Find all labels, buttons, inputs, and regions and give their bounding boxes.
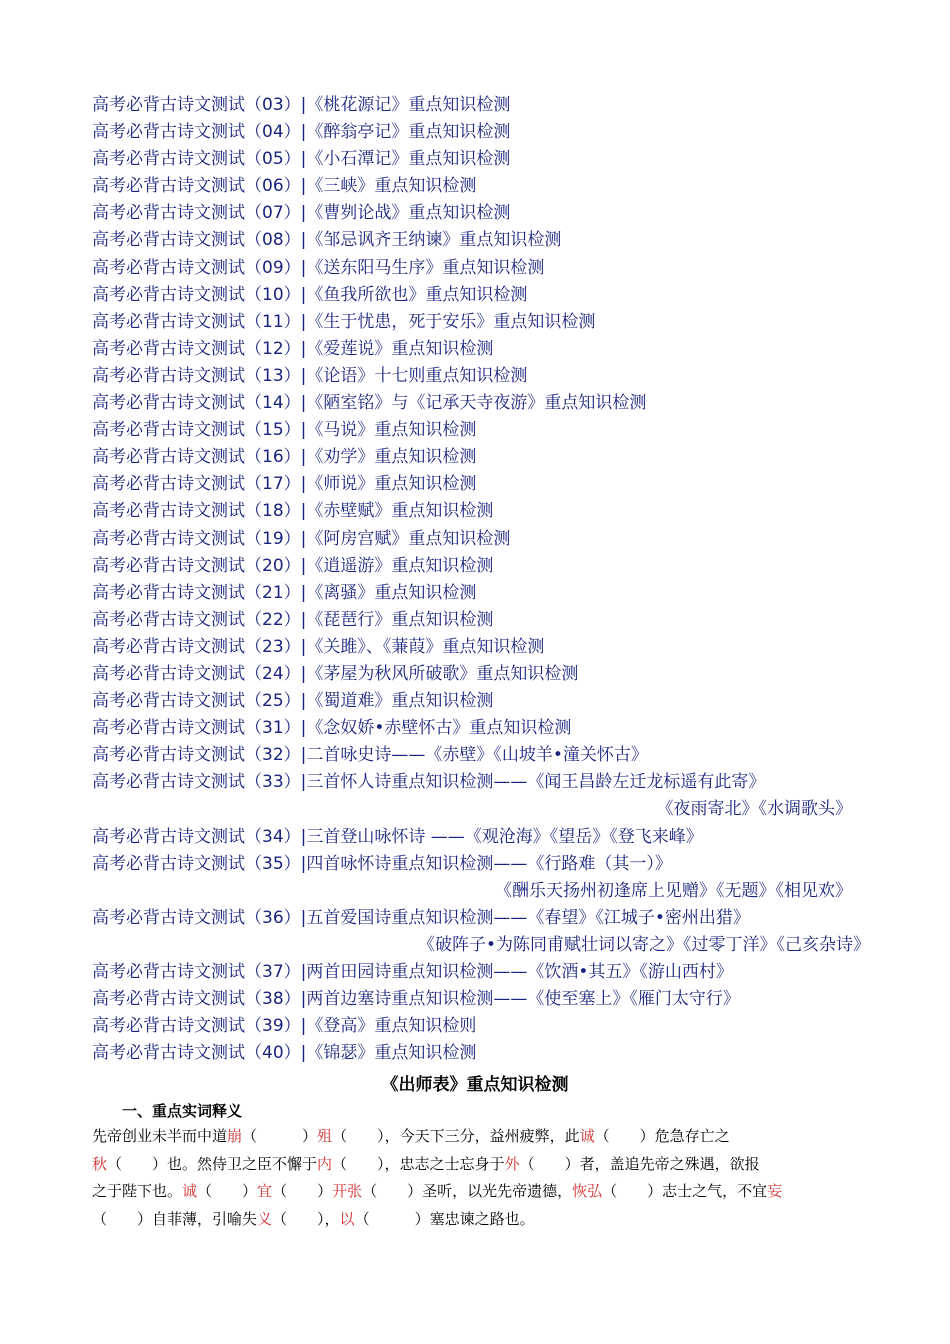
- text-segment: （ ）也。然侍卫之臣不懈于: [107, 1154, 318, 1173]
- paragraph-line: [92, 1206, 852, 1234]
- paragraph-line: [92, 1123, 852, 1151]
- paragraph-line: [92, 1151, 852, 1179]
- toc-item[interactable]: 高考必背古诗文测试（20）|《逍遥游》重点知识检测: [92, 555, 494, 576]
- answer-blank[interactable]: （ ）: [272, 1182, 333, 1200]
- toc-item[interactable]: 高考必背古诗文测试（03）|《桃花源记》重点知识检测: [92, 95, 511, 115]
- toc-item[interactable]: 高考必背古诗文测试（40）|《锦瑟》重点知识检测: [92, 1043, 477, 1064]
- toc-item[interactable]: 高考必背古诗文测试（16）|《劝学》重点知识检测: [92, 447, 477, 468]
- key-word: 殂: [317, 1127, 333, 1145]
- section-heading: 一、重点实词释义: [122, 1102, 243, 1120]
- text-segment: （ ），今天下三分，益州疲弊，此: [332, 1127, 580, 1145]
- key-word: 宜: [257, 1182, 273, 1200]
- toc-item[interactable]: 高考必背古诗文测试（08）|《邹忌讽齐王纳谏》重点知识检测: [92, 230, 562, 251]
- toc-item[interactable]: 高考必背古诗文测试（23）|《关雎》、《蒹葭》重点知识检测: [92, 636, 545, 657]
- key-word: 诚: [182, 1182, 198, 1200]
- key-word: 崩: [227, 1127, 243, 1145]
- toc-item[interactable]: 高考必背古诗文测试（37）|两首田园诗重点知识检测——《饮酒•其五》《游山西村》: [92, 962, 733, 982]
- text-segment: （ ）自菲薄，引喻失: [92, 1209, 258, 1228]
- toc-list: [92, 92, 872, 1067]
- toc-item[interactable]: 高考必背古诗文测试（10）|《鱼我所欲也》重点知识检测: [92, 284, 528, 305]
- key-word: 恢弘: [572, 1182, 603, 1200]
- document-title: 《出师表》重点知识检测: [381, 1075, 569, 1095]
- key-word: 内: [317, 1154, 333, 1173]
- toc-item[interactable]: 高考必背古诗文测试（22）|《琵琶行》重点知识检测: [92, 609, 494, 630]
- toc-item[interactable]: 高考必背古诗文测试（32）|二首咏史诗——《赤壁》《山坡羊•潼关怀古》: [92, 745, 648, 766]
- text-segment: （ ）者，盖追先帝之殊遇，欲报: [519, 1154, 760, 1173]
- text-segment: （ ）塞忠谏之路也。: [354, 1209, 535, 1228]
- toc-item[interactable]: 高考必背古诗文测试（14）|《陋室铭》与《记承天寺夜游》重点知识检测: [92, 393, 647, 414]
- toc-item[interactable]: 高考必背古诗文测试（09）|《送东阳马生序》重点知识检测: [92, 257, 545, 278]
- toc-item[interactable]: 高考必背古诗文测试（21）|《离骚》重点知识检测: [92, 582, 477, 603]
- toc-item[interactable]: 高考必背古诗文测试（34）|三首登山咏怀诗 ——《观沧海》《望岳》《登飞来峰》: [92, 826, 703, 847]
- toc-item[interactable]: 高考必背古诗文测试（06）|《三峡》重点知识检测: [92, 176, 477, 197]
- toc-item-continuation[interactable]: 《酬乐天扬州初逢席上见赠》《无题》《相见欢》: [495, 880, 852, 901]
- text-segment: 先帝创业未半而中道: [92, 1127, 228, 1145]
- toc-item[interactable]: 高考必背古诗文测试（11）|《生于忧患，死于安乐》重点知识检测: [92, 311, 596, 332]
- key-word: 义: [257, 1209, 273, 1228]
- paragraph-line: [92, 1178, 852, 1206]
- toc-item[interactable]: 高考必背古诗文测试（24）|《茅屋为秋风所破歌》重点知识检测: [92, 663, 579, 684]
- key-word: 妄: [767, 1182, 783, 1200]
- text-segment: （ ）危急存亡之: [594, 1127, 730, 1145]
- text-segment: （ ），忠志之士忘身于: [332, 1154, 505, 1173]
- answer-blank[interactable]: （ ）: [242, 1127, 318, 1145]
- toc-item[interactable]: 高考必背古诗文测试（39）|《登高》重点知识检则: [92, 1016, 477, 1037]
- answer-blank[interactable]: （ ）: [197, 1182, 258, 1200]
- toc-item[interactable]: 高考必背古诗文测试（12）|《爱莲说》重点知识检测: [92, 338, 494, 359]
- toc-item-continuation[interactable]: 《破阵子•为陈同甫赋壮词以寄之》《过零丁洋》《己亥杂诗》: [417, 934, 870, 955]
- text-segment: （ ）志士之气，不宜: [602, 1182, 768, 1200]
- toc-item[interactable]: 高考必背古诗文测试（15）|《马说》重点知识检测: [92, 420, 477, 441]
- toc-item[interactable]: 高考必背古诗文测试（13）|《论语》十七则重点知识检测: [92, 365, 528, 386]
- toc-item[interactable]: 高考必背古诗文测试（05）|《小石潭记》重点知识检测: [92, 149, 511, 170]
- toc-item-continuation[interactable]: 《夜雨寄北》《水调歌头》: [656, 799, 852, 820]
- toc-item[interactable]: 高考必背古诗文测试（31）|《念奴娇•赤壁怀古》重点知识检测: [92, 718, 572, 739]
- key-word: 诚: [579, 1127, 595, 1145]
- toc-item[interactable]: 高考必背古诗文测试（38）|两首边塞诗重点知识检测——《使至塞上》《雁门太守行》: [92, 989, 740, 1010]
- text-segment: （ ），: [272, 1209, 340, 1228]
- exercise-paragraph: [92, 1123, 852, 1233]
- key-word: 外: [504, 1154, 520, 1173]
- toc-item[interactable]: 高考必背古诗文测试（36）|五首爱国诗重点知识检测——《春望》《江城子•密州出猎》: [92, 907, 750, 928]
- toc-item[interactable]: 高考必背古诗文测试（19）|《阿房宫赋》重点知识检测: [92, 528, 511, 549]
- text-segment: 之于陛下也。: [92, 1182, 183, 1200]
- toc-item[interactable]: 高考必背古诗文测试（07）|《曹刿论战》重点知识检测: [92, 203, 511, 224]
- toc-item[interactable]: 高考必背古诗文测试（25）|《蜀道难》重点知识检测: [92, 691, 494, 712]
- toc-item[interactable]: 高考必背古诗文测试（35）|四首咏怀诗重点知识检测——《行路难（其一）》: [92, 853, 672, 874]
- toc-item[interactable]: 高考必背古诗文测试（17）|《师说》重点知识检测: [92, 474, 477, 495]
- key-word: 秋: [92, 1154, 108, 1173]
- toc-item[interactable]: 高考必背古诗文测试（04）|《醉翁亭记》重点知识检测: [92, 122, 511, 143]
- text-segment: （ ）圣听，以光先帝遗德，: [362, 1182, 573, 1200]
- toc-item[interactable]: 高考必背古诗文测试（18）|《赤壁赋》重点知识检测: [92, 501, 494, 522]
- key-word: 开张: [332, 1182, 363, 1200]
- toc-item[interactable]: 高考必背古诗文测试（33）|三首怀人诗重点知识检测——《闻王昌龄左迁龙标遥有此寄》: [92, 772, 766, 793]
- key-word: 以: [339, 1209, 355, 1228]
